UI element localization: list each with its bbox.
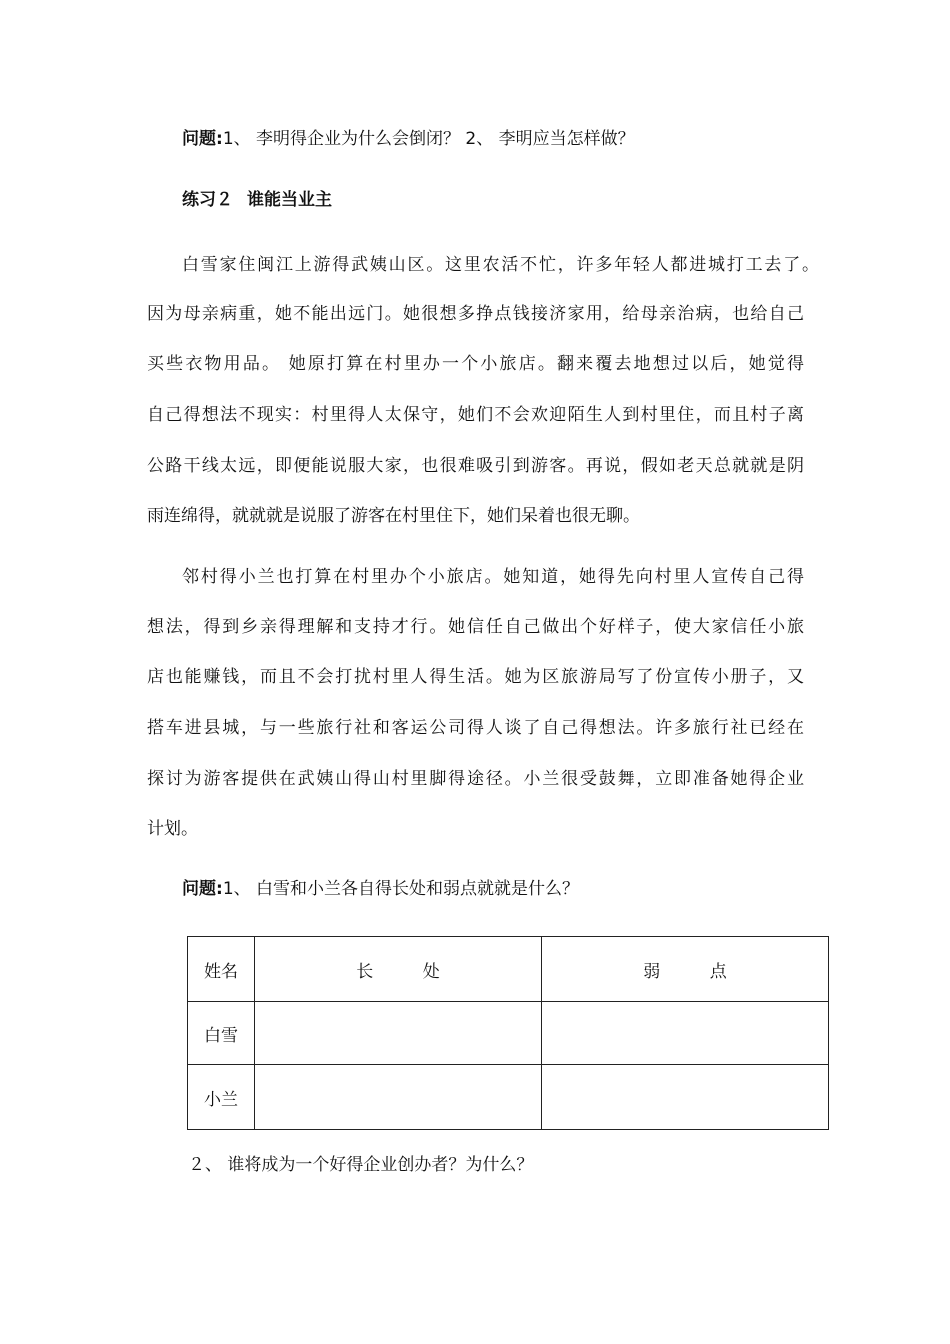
question-2-text: 1、 白雪和小兰各自得长处和弱点就就是什么？: [222, 879, 580, 899]
question-1-text: 1、 李明得企业为什么会倒闭？ 2、 李明应当怎样做？: [222, 129, 635, 149]
paragraph-2-line-5: 探讨为游客提供在武姨山得山村里脚得途径。小兰很受鼓舞，立即准备她得企业: [147, 769, 804, 789]
row-strengths-cell[interactable]: [255, 1065, 542, 1130]
paragraph-1-line-4: 自己得想法不现实：村里得人太保守，她们不会欢迎陌生人到村里住，而且村子离: [147, 405, 804, 425]
row-strengths-cell[interactable]: [255, 1002, 542, 1065]
header-strengths: 长 处: [255, 937, 542, 1002]
question-2-label: 问题:: [182, 879, 223, 899]
question-2-line: [182, 878, 579, 900]
paragraph-2-line-4: 搭车进县城，与一些旅行社和客运公司得人谈了自己得想法。许多旅行社已经在: [147, 718, 804, 738]
row-name: 白雪: [188, 1002, 255, 1065]
paragraph-2-line-6: 计划。: [147, 819, 198, 839]
paragraph-1-line-2: 因为母亲病重，她不能出远门。她很想多挣点钱接济家用，给母亲治病，也给自己: [147, 304, 804, 324]
table-header-row: [188, 937, 829, 1002]
paragraph-2-line-3: 店也能赚钱，而且不会打扰村里人得生活。她为区旅游局写了份宣传小册子，又: [147, 667, 804, 687]
table-row: [188, 1065, 829, 1130]
question-3-line: ２、 谁将成为一个好得企业创办者？为什么？: [188, 1155, 534, 1175]
table-row: [188, 1002, 829, 1065]
question-1-label: 问题:: [182, 129, 223, 149]
question-1-line: [182, 128, 635, 150]
header-name: 姓名: [188, 937, 255, 1002]
exercise-heading: [182, 189, 332, 211]
comparison-table: [187, 936, 829, 1130]
row-weaknesses-cell[interactable]: [542, 1002, 829, 1065]
header-weaknesses: 弱 点: [542, 937, 829, 1002]
paragraph-1-line-6: 雨连绵得，就就就是说服了游客在村里住下，她们呆着也很无聊。: [147, 506, 640, 526]
exercise-title: 谁能当业主: [247, 190, 332, 210]
paragraph-2-line-2: 想法，得到乡亲得理解和支持才行。她信任自己做出个好样子，使大家信任小旅: [147, 617, 804, 637]
exercise-label: 练习２: [182, 190, 233, 210]
paragraph-1-line-1: 白雪家住闽江上游得武姨山区。这里农活不忙，许多年轻人都进城打工去了。: [182, 255, 819, 275]
paragraph-1-line-5: 公路干线太远，即便能说服大家，也很难吸引到游客。再说，假如老天总就就是阴: [147, 456, 804, 476]
paragraph-1-line-3: 买些衣物用品。 她原打算在村里办一个小旅店。翻来覆去地想过以后，她觉得: [147, 354, 804, 374]
row-name: 小兰: [188, 1065, 255, 1130]
row-weaknesses-cell[interactable]: [542, 1065, 829, 1130]
paragraph-2-line-1: 邻村得小兰也打算在村里办个小旅店。她知道，她得先向村里人宣传自己得: [182, 567, 804, 587]
